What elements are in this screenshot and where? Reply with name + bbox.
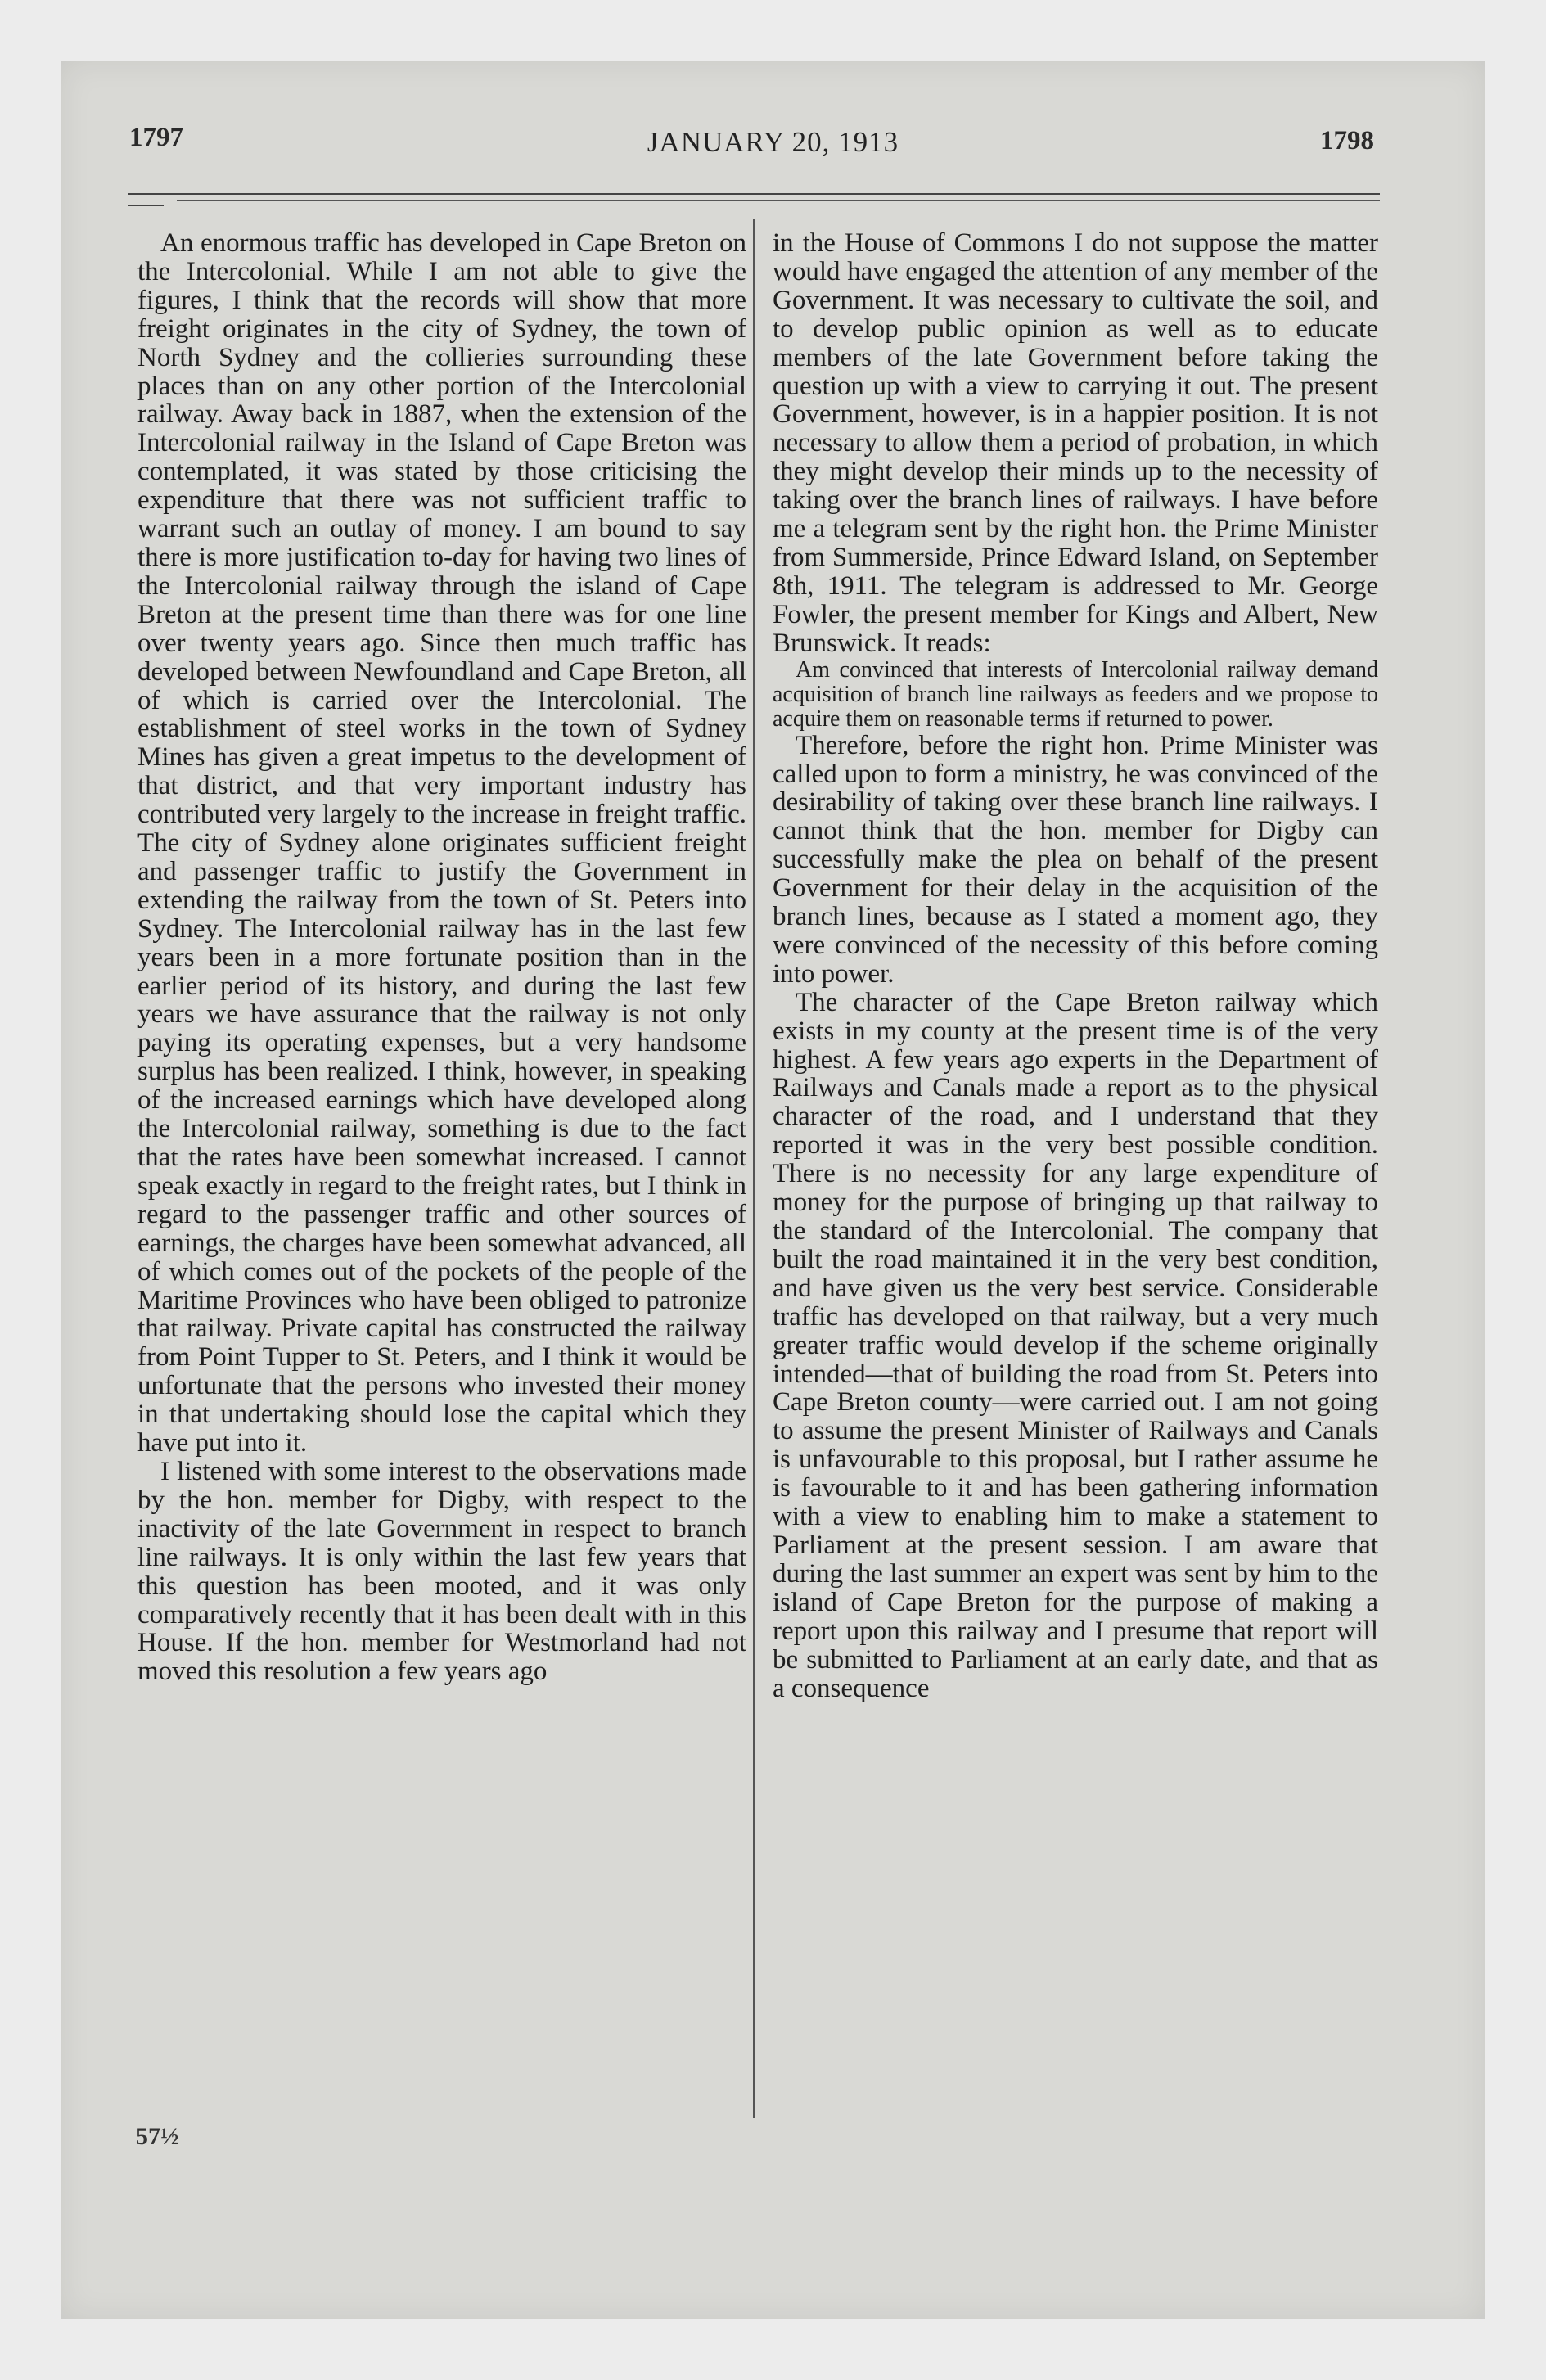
column-divider [753,219,755,2118]
left-paragraph-2: I listened with some interest to the observations made by the hon. member for Digby, with respect to the inactivity of the late Government in respect to branch line railways. It is only within the last few years that this question has been mooted, and it was only comparatively recently that it has been dealt with in this House. If the hon. member for Westmorland had not moved this resolution a few years ago [137,1456,746,1687]
right-paragraph-2: Therefore, before the right hon. Prime Minister was called upon to form a ministry, he was convinced of the desirability of taking over these branch line railways. I cannot think that the hon. member for Digby can successfully make the plea on behalf of the present Government for their delay in the acquisition of the branch lines, because as I stated a moment ago, they were convinced of the necessity of this before coming into power. [773,730,1378,989]
header-rule-secondary [177,200,1380,201]
right-paragraph-1: in the House of Commons I do not suppose the matter would have engaged the attention of any member of the Government. It was necessary to cultivate the soil, and to develop public opinion as well as to educate members of the late Government before taking the question up with a view to carrying it out. The present Government, however, is in a happier position. It is not necessary to allow them a period of probation, in which they might develop their minds up to the necessity of taking over the branch lines of railways. I have before me a telegram sent by the right hon. the Prime Minister from Summerside, Prince Edward Island, on September 8th, 1911. The telegram is addressed to Mr. George Fowler, the present member for Kings and Albert, New Brunswick. It reads: [773,228,1378,658]
left-paragraph-1: An enormous traffic has developed in Cape Breton on the Intercolonial. While I am not able to give the figures, I think that the records will show that more freight originates in the city of Sydney, the town of North Sydney and the collieries surrounding these places than on any other portion of the Intercolonial railway. Away back in 1887, when the extension of the Intercolonial railway in the Island of Cape Breton was contemplated, it was stated by those criticising the expenditure that there was not sufficient traffic to warrant such an outlay of money. I am bound to say there is more justification to-day for having two lines of the Intercolonial railway through the island of Cape Breton at the present time than there was for one line over twenty years ago. Since then much traffic has developed between Newfoundland and Cape Breton, all of which is carried over the Intercolonial. The establishment of steel works in the town of Sydney Mines has given a great impetus to the development of that district, and that very important industry has contributed very largely to the increase in freight traffic. The city of Sydney alone originates sufficient freight and passenger traffic to justify the Government in extending the railway from the town of St. Peters into Sydney. The Intercolonial railway has in the last few years been in a more fortunate position than in the earlier period of its history, and during the last few years we have assurance that the railway is not only paying its operating expenses, but a very handsome surplus has been realized. I think, however, in speaking of the increased earnings which have developed along the Intercolonial railway, something is due to the fact that the rates have been somewhat increased. I cannot speak exactly in regard to the freight rates, but I think in regard to the passenger traffic and other sources of earnings, the charges have been somewhat advanced, all of which comes out of the pockets of the people of the Maritime Provinces who have been obliged to patronize that railway. Private capital has constructed the railway from Point Tupper to St. Peters, and I think it would be unfortunate that the persons who invested their money in that undertaking should lose the capital which they have put into it. [137,228,746,1458]
page-number-right: 1798 [1320,126,1374,156]
right-paragraph-3: The character of the Cape Breton railway which exists in my county at the present time is of the very highest. A few years ago experts in the Department of Railways and Canals made a report as to the physical character of the road, and I understand that they reported it was in the very best possible condition. There is no necessity for any large expenditure of money for the purpose of bringing up that railway to the standard of the Intercolonial. The company that built the road maintained it in the very best condition, and have given us the very best service. Considerable traffic has developed on that railway, but a very much greater traffic would develop if the scheme originally intended—that of building the road from St. Peters into Cape Breton county—were carried out. I am not going to assume the present Minister of Railways and Canals is unfavourable to this proposal, but I rather assume he is favourable to it and has been gathering information with a view to enabling him to make a statement to Parliament at the present session. I am aware that during the last summer an expert was sent by him to the island of Cape Breton for the purpose of making a report upon this railway and I presume that report will be submitted to Parliament at an early date, and that as a consequence [773,987,1378,1703]
page-date-heading: JANUARY 20, 1913 [647,126,899,158]
page-number-left: 1797 [129,123,183,152]
telegram-quote: Am convinced that interests of Intercolonial railway demand acquisition of branch line railways as feeders and we propose to acquire them on reasonable terms if returned to power. [773,656,1378,732]
left-column [137,229,746,1686]
signature-mark: 57½ [136,2123,179,2150]
right-column [773,229,1378,1702]
header-rule-mark [128,193,164,206]
header-rule [128,193,1380,195]
